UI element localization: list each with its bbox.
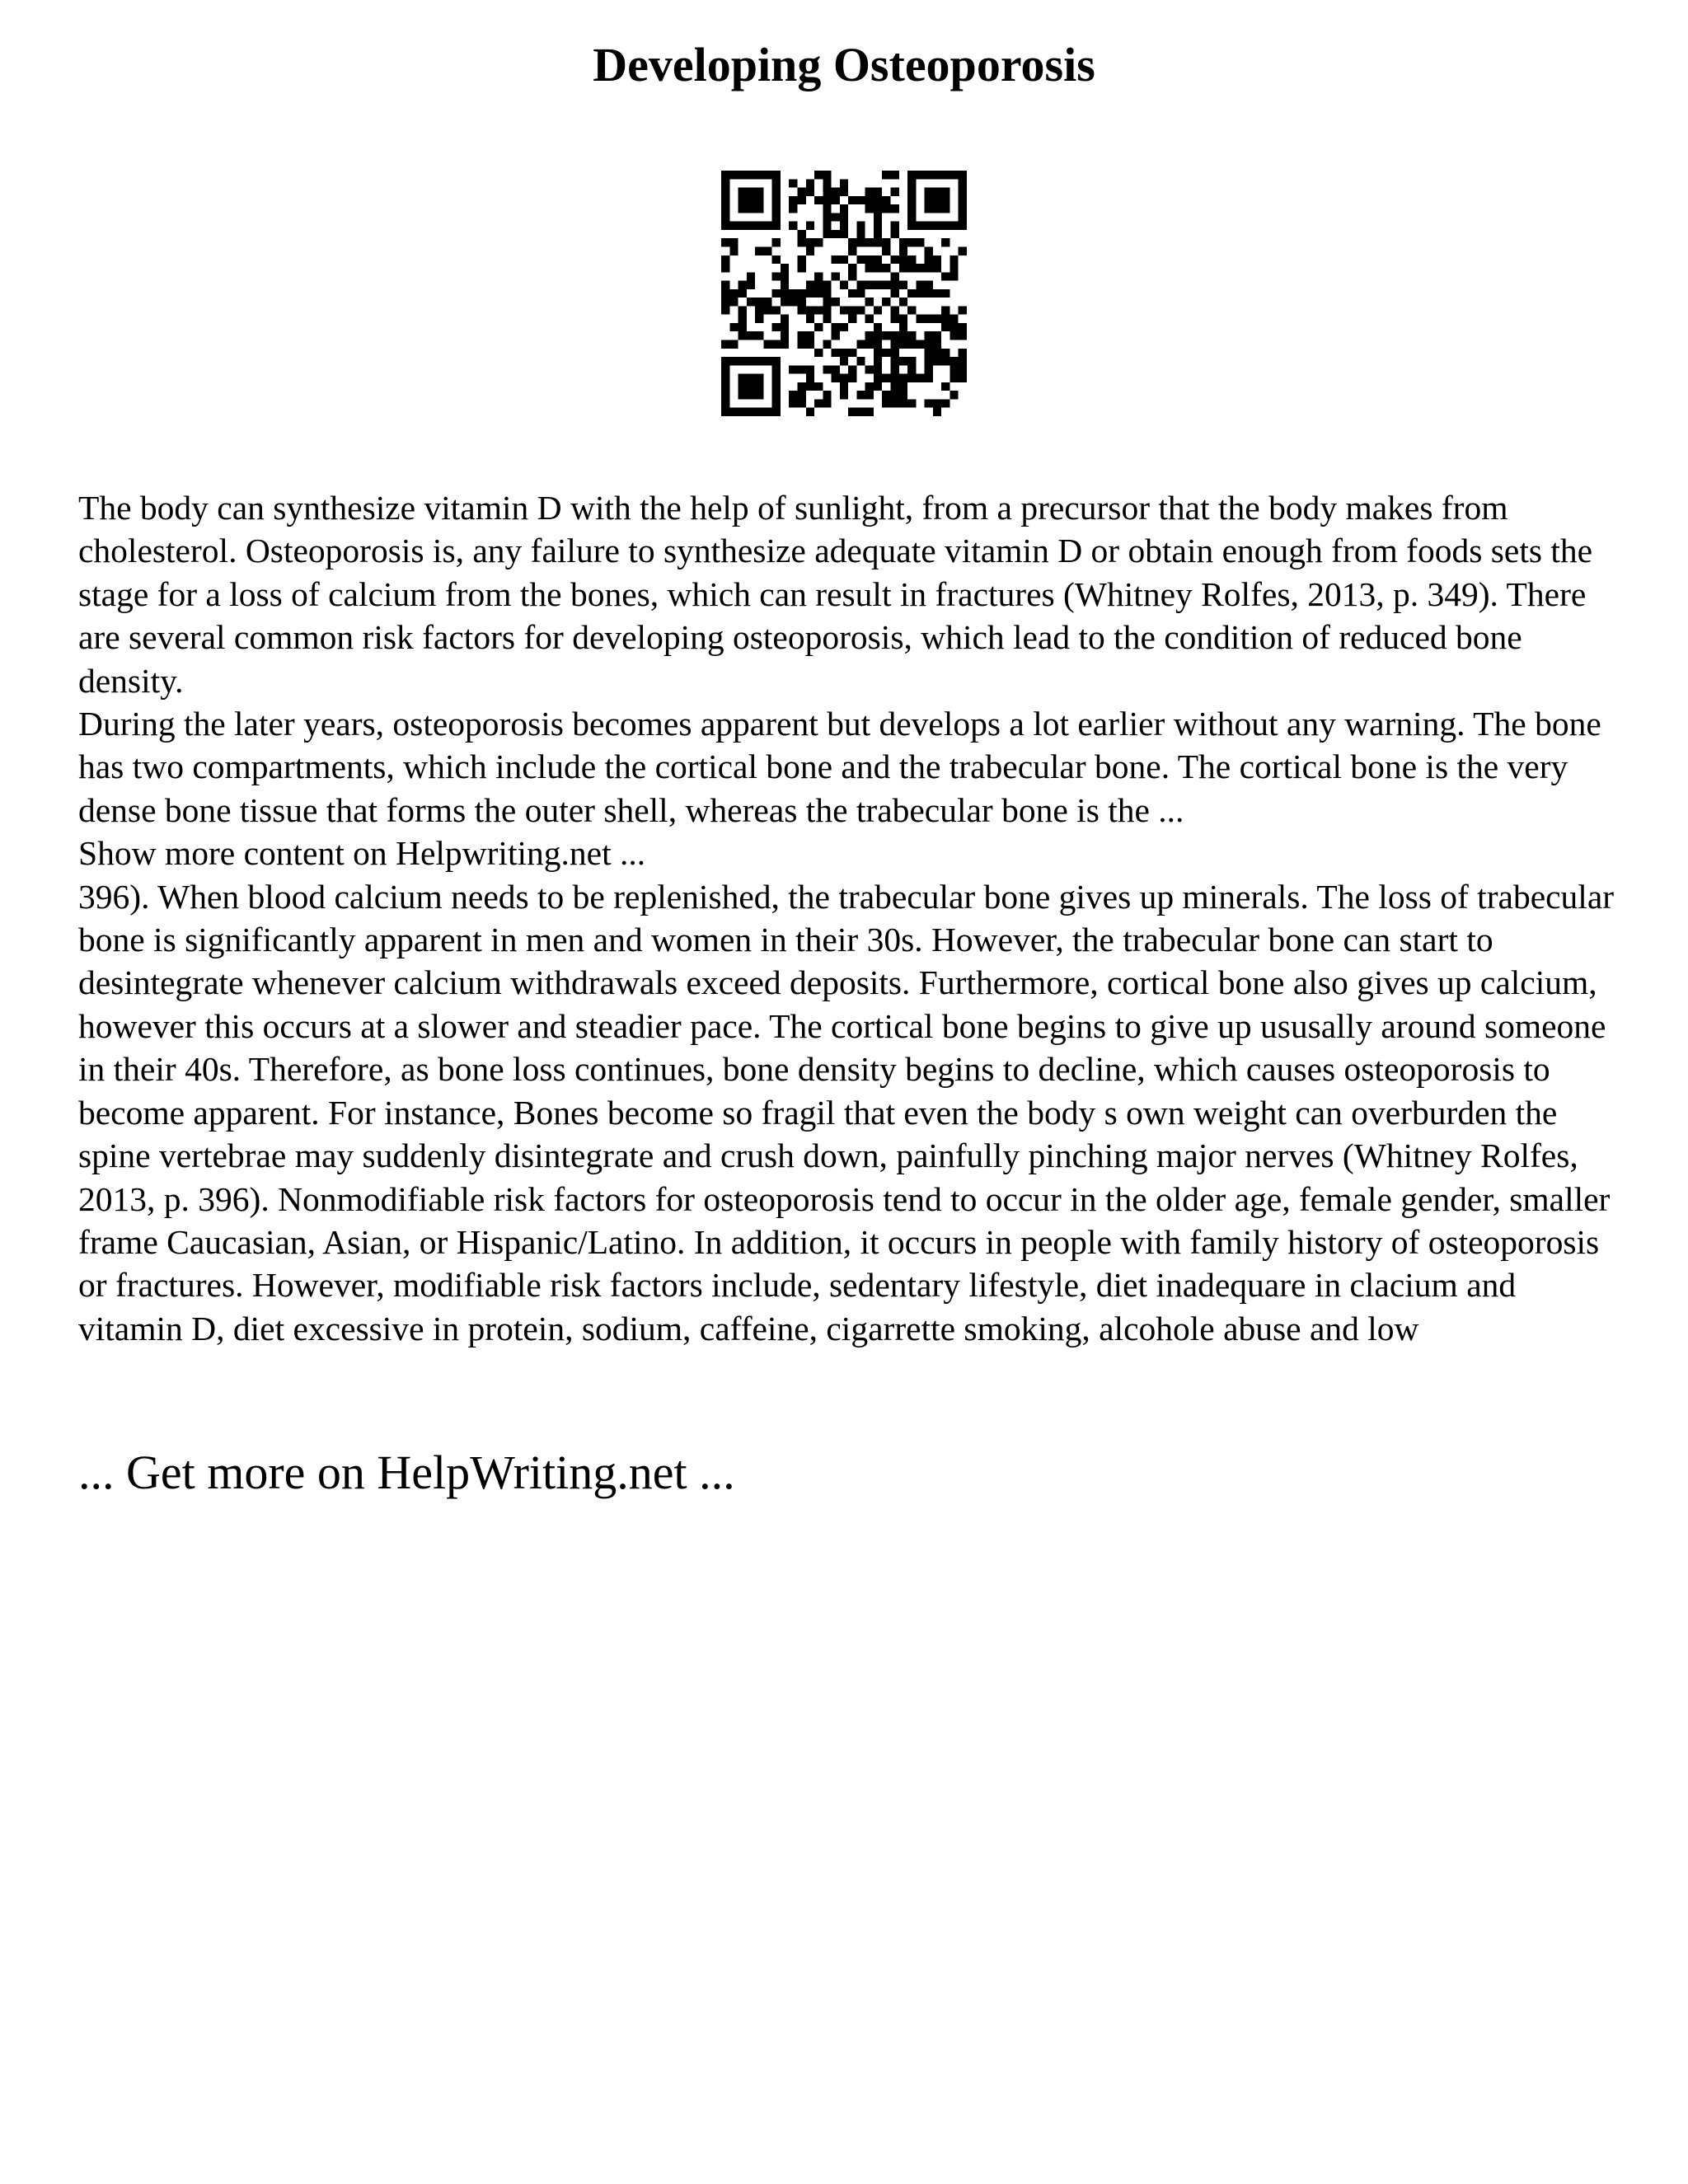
paragraph-intro: The body can synthesize vitamin D with the help of sunlight, from a precursor that the body makes from cholesterol. Osteoporosis is, any failure to synthesize adequate vitamin D or obtain enough from foods sets the stage for a loss of calcium from the bones, which can result in fractures (Whitney Rolfes, 2013, p. 349). There are several common risk factors for developing osteoporosis, which lead to the condition of reduced bone density.	[78, 489, 1593, 700]
paragraph-risk-factors: 396). When blood calcium needs to be replenished, the trabecular bone gives up minerals. The loss of trabecular bone is significantly apparent in men and women in their 30s. However, the trabecular bone can start to desintegrate whenever calcium withdrawals exceed deposits. Furthermore, cortical bone also gives up calcium, however this occurs at a slower and steadier pace. The cortical bone begins to give up ususally around someone in their 40s. Therefore, as bone loss continues, bone density begins to decline, which causes osteoporosis to become apparent. For instance, Bones become so fragil that even the body s own weight can overburden the spine vertebrae may suddenly disintegrate and crush down, painfully pinching major nerves (Whitney Rolfes, 2013, p. 396). Nonmodifiable risk factors for osteoporosis tend to occur in the older age, female gender, smaller frame Caucasian, Asian, or Hispanic/Latino. In addition, it occurs in people with family history of osteoporosis or fractures. However, modifiable risk factors include, sedentary lifestyle, diet inadequare in clacium and vitamin D, diet excessive in protein, sodium, caffeine, cigarrette smoking, alcohole abuse and low	[78, 877, 1615, 1347]
article-body	[78, 486, 1628, 1350]
paragraph-later-years: During the later years, osteoporosis becomes apparent but develops a lot earlier without any warning. The bone has two compartments, which include the cortical bone and the trabecular bone. The cortical bone is the very dense bone tissue that forms the outer shell, whereas the trabecular bone is the ...	[78, 705, 1601, 829]
page-title: Developing Osteoporosis	[593, 38, 1095, 91]
qr-code-icon[interactable]	[721, 171, 967, 416]
show-more-link[interactable]: Show more content on Helpwriting.net ...	[78, 834, 646, 873]
get-more-link[interactable]: ... Get more on HelpWriting.net ...	[78, 1446, 735, 1499]
